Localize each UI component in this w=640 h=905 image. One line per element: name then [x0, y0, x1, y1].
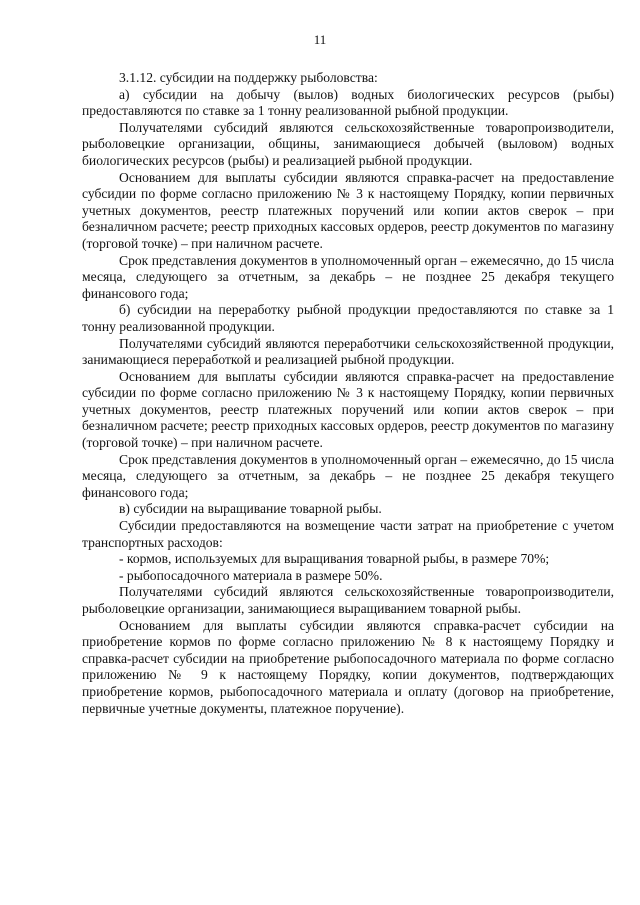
page-number: 11 [313, 32, 327, 47]
paragraph-recipients-a: Получателями субсидий являются сельскохозяйственные товаропроизводители, рыболовецкие организации, общины, занимающиеся добычей (выловом) водных биологических ресурсов (рыбы) и реализацией рыбной продукции. [82, 119, 614, 168]
paragraph-basis-a: Основанием для выплаты субсидии являются справка-расчет на предоставление субсидии по форме согласно приложению № 3 к настоящему Порядку, копии первичных учетных документов, реестр платежных поручений или копии актов сверок – при безналичном расчете; реестр приходных кассовых ордеров, реестр документов по магазину (торговой точке) – при наличном расчете. [82, 169, 614, 251]
paragraph-recipients-b: Получателями субсидий являются переработчики сельскохозяйственной продукции, занимающиеся переработкой и реализацией рыбной продукции. [82, 335, 614, 368]
paragraph-deadline-a: Срок представления документов в уполномоченный орган – ежемесячно, до 15 числа месяца, следующего за отчетным, за декабрь – не позднее 25 декабря текущего финансового года; [82, 252, 614, 301]
paragraph-subsidy-b: б) субсидии на переработку рыбной продукции предоставляются по ставке за 1 тонну реализованной продукции. [82, 302, 614, 334]
paragraph-subsidy-c: в) субсидии на выращивание товарной рыбы. [119, 501, 382, 517]
paragraph-deadline-b: Срок представления документов в уполномоченный орган – ежемесячно, до 15 числа месяца, следующего за отчетным, за декабрь – не позднее 25 декабря текущего финансового года; [82, 451, 614, 500]
paragraph-section-heading: 3.1.12. субсидии на поддержку рыболовства: [119, 70, 378, 85]
list-item-feed: - кормов, используемых для выращивания товарной рыбы, в размере 70%; [119, 551, 550, 567]
paragraph-basis-b: Основанием для выплаты субсидии являются справка-расчет на предоставление субсидии по форме согласно приложению № 3 к настоящему Порядку, копии первичных учетных документов, реестр платежных поручений или копии актов сверок – при безналичном расчете; реестр приходных кассовых ордеров, реестр документов по магазину (торговой точке) – при наличном расчете. [82, 368, 614, 451]
paragraph-costs-intro: Субсидии предоставляются на возмещение части затрат на приобретение с учетом транспортных расходов: [82, 518, 614, 550]
paragraph-recipients-c: Получателями субсидий являются сельскохозяйственные товаропроизводители, рыболовецкие организации, занимающиеся выращиванием товарной рыбы. [82, 584, 614, 616]
paragraph-subsidy-a: а) субсидии на добычу (вылов) водных биологических ресурсов (рыбы) предоставляются по ставке за 1 тонну реализованной рыбной продукции. [82, 86, 614, 119]
list-item-stock-material: - рыбопосадочного материала в размере 50%. [119, 567, 383, 583]
paragraph-basis-c: Основанием для выплаты субсидии являются справка-расчет субсидии на приобретение кормов по форме согласно приложению № 8 к настоящему Порядку и справка-расчет субсидии на приобретение рыбопосадочного материала по форме согласно приложению № 9 к настоящему Порядку, копии документов, подтверждающих приобретение кормов, рыбопосадочного материала и оплату (договор на приобретение, первичные учетные документы, платежное поручение). [82, 617, 614, 716]
document-body [82, 70, 614, 717]
